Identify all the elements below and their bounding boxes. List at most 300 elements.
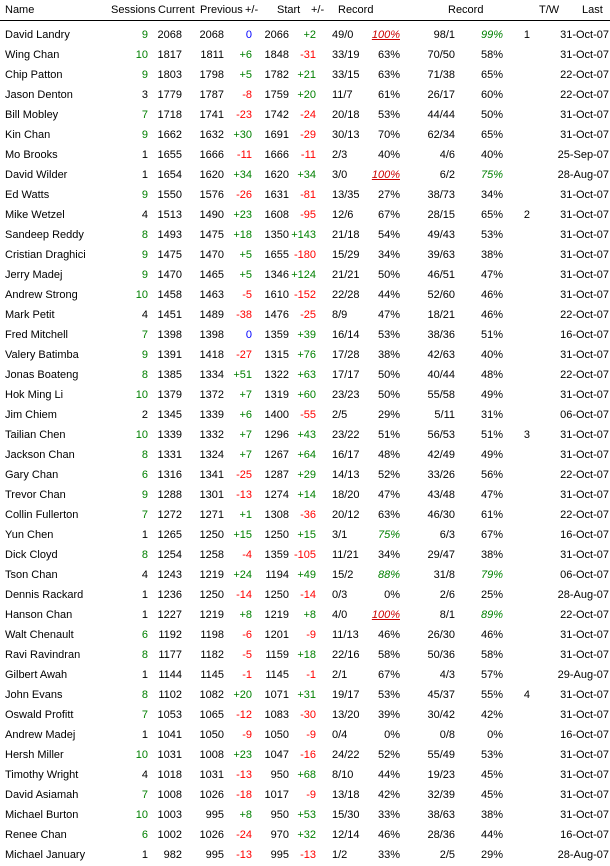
cell-start: 1071 — [264, 689, 289, 701]
cell-record-total-pct: 40% — [480, 149, 503, 161]
cell-record-pct: 29% — [377, 409, 400, 421]
cell-record-total: 6/3 — [439, 529, 455, 541]
cell-change-prev: -5 — [242, 289, 252, 301]
cell-previous: 1182 — [200, 649, 224, 661]
cell-record-pct: 54% — [377, 229, 400, 241]
cell-start: 1350 — [264, 229, 289, 241]
header-record: Record — [338, 4, 374, 16]
cell-record-pct: 50% — [377, 389, 400, 401]
cell-last: 31-Oct-07 — [560, 649, 609, 661]
cell-last: 31-Oct-07 — [560, 269, 609, 281]
table-row — [0, 325, 610, 345]
cell-previous: 1418 — [199, 349, 224, 361]
cell-previous: 1219 — [199, 609, 224, 621]
cell-change-start: +20 — [297, 89, 316, 101]
table-row — [0, 805, 610, 825]
cell-record-pct: 88% — [377, 569, 400, 581]
cell-sessions: 2 — [141, 409, 148, 421]
cell-change-start: +39 — [297, 329, 316, 341]
cell-record-total: 4/3 — [439, 669, 455, 681]
cell-previous: 1372 — [199, 389, 224, 401]
cell-start: 1666 — [264, 149, 289, 161]
cell-previous: 1811 — [200, 49, 224, 61]
table-row — [0, 225, 610, 245]
table-row — [0, 685, 610, 705]
cell-name: Hok Ming Li — [5, 389, 64, 401]
cell-start: 1315 — [264, 349, 289, 361]
cell-name: Renee Chan — [5, 829, 67, 841]
cell-last: 31-Oct-07 — [560, 189, 609, 201]
header-start: Start — [277, 4, 301, 16]
cell-record-total: 42/49 — [427, 449, 455, 461]
cell-record: 21/21 — [332, 269, 360, 281]
cell-sessions: 9 — [141, 349, 148, 361]
table-row — [0, 65, 610, 85]
header-current: Current — [158, 4, 195, 16]
cell-change-prev: -27 — [236, 349, 252, 361]
cell-record-pct: 48% — [377, 449, 400, 461]
cell-sessions: 10 — [135, 289, 148, 301]
cell-record: 18/20 — [332, 489, 360, 501]
cell-record-total-pct: 51% — [480, 329, 503, 341]
cell-sessions: 6 — [141, 469, 148, 481]
cell-sessions: 7 — [141, 329, 148, 341]
cell-change-prev: +6 — [239, 49, 252, 61]
cell-record: 20/12 — [332, 509, 360, 521]
cell-record: 8/9 — [332, 309, 348, 321]
cell-last: 31-Oct-07 — [560, 349, 609, 361]
cell-change-start: +143 — [291, 229, 316, 241]
cell-start: 1159 — [265, 649, 289, 661]
cell-name: Tson Chan — [5, 569, 58, 581]
cell-change-prev: 0 — [245, 329, 252, 341]
cell-name: Fred Mitchell — [5, 329, 68, 341]
cell-record-total-pct: 58% — [480, 649, 503, 661]
cell-record: 2/3 — [332, 149, 348, 161]
cell-name: Ravi Ravindran — [5, 649, 81, 661]
cell-record-total: 50/36 — [427, 649, 455, 661]
cell-start: 1359 — [264, 329, 289, 341]
cell-record-total: 32/39 — [427, 789, 455, 801]
cell-last: 28-Aug-07 — [557, 589, 609, 601]
cell-previous: 995 — [205, 809, 224, 821]
cell-record-total: 18/21 — [427, 309, 455, 321]
cell-current: 1779 — [157, 89, 182, 101]
table-row — [0, 425, 610, 445]
cell-record: 21/18 — [332, 229, 360, 241]
cell-change-prev: -5 — [242, 649, 252, 661]
cell-change-start: -9 — [306, 629, 316, 641]
cell-record-total-pct: 46% — [480, 309, 503, 321]
cell-record-total: 40/44 — [427, 369, 455, 381]
cell-change-prev: -4 — [242, 549, 252, 561]
cell-record-pct: 100% — [371, 609, 400, 621]
cell-change-prev: +20 — [233, 689, 252, 701]
cell-name: Tailian Chen — [5, 429, 66, 441]
cell-record: 13/18 — [332, 789, 360, 801]
cell-record-pct: 33% — [377, 809, 400, 821]
header-change-start: +/- — [311, 4, 325, 16]
cell-record: 13/20 — [332, 709, 360, 721]
cell-record: 17/17 — [332, 369, 360, 381]
cell-last: 31-Oct-07 — [560, 49, 609, 61]
cell-last: 31-Oct-07 — [560, 129, 609, 141]
cell-change-start: -36 — [300, 509, 316, 521]
cell-record-pct: 100% — [371, 29, 400, 41]
cell-record-total-pct: 25% — [480, 589, 503, 601]
cell-change-start: -13 — [300, 849, 316, 861]
cell-start: 1145 — [265, 669, 289, 681]
cell-record-total: 19/23 — [427, 769, 455, 781]
cell-record-total: 71/38 — [427, 69, 455, 81]
cell-current: 1316 — [157, 469, 182, 481]
cell-sessions: 7 — [141, 109, 148, 121]
cell-record-total: 38/63 — [427, 809, 455, 821]
cell-last: 31-Oct-07 — [560, 249, 609, 261]
cell-record-pct: 34% — [377, 249, 400, 261]
cell-change-prev: -14 — [236, 589, 252, 601]
cell-name: Bill Mobley — [5, 109, 59, 121]
header-sessions: Sessions — [111, 4, 156, 16]
cell-current: 1803 — [157, 69, 182, 81]
cell-name: Mark Petit — [5, 309, 55, 321]
cell-change-start: +64 — [297, 449, 316, 461]
cell-change-start: +14 — [297, 489, 316, 501]
cell-last: 31-Oct-07 — [560, 429, 609, 441]
cell-name: David Asiamah — [5, 789, 79, 801]
cell-current: 1550 — [157, 189, 182, 201]
cell-record-total: 38/36 — [427, 329, 455, 341]
cell-record: 11/21 — [332, 549, 359, 561]
cell-previous: 1198 — [200, 629, 224, 641]
cell-current: 1662 — [157, 129, 182, 141]
cell-last: 22-Oct-07 — [560, 509, 609, 521]
cell-change-prev: +18 — [233, 229, 252, 241]
cell-name: Cristian Draghici — [5, 249, 86, 261]
cell-record-total: 31/8 — [433, 569, 455, 581]
cell-record: 20/18 — [332, 109, 360, 121]
cell-record-total-pct: 34% — [480, 189, 503, 201]
cell-change-prev: -1 — [242, 669, 252, 681]
cell-name: Collin Fullerton — [5, 509, 79, 521]
cell-last: 31-Oct-07 — [560, 689, 609, 701]
cell-change-prev: -24 — [236, 829, 252, 841]
cell-last: 31-Oct-07 — [560, 109, 609, 121]
cell-current: 1018 — [157, 769, 182, 781]
cell-previous: 1576 — [199, 189, 224, 201]
cell-name: John Evans — [5, 689, 63, 701]
cell-record-pct: 40% — [377, 149, 400, 161]
cell-record-total-pct: 38% — [480, 249, 503, 261]
cell-name: Andrew Strong — [5, 289, 78, 301]
cell-start: 1047 — [264, 749, 289, 761]
cell-sessions: 9 — [141, 189, 148, 201]
cell-start: 1620 — [264, 169, 289, 181]
cell-record: 15/29 — [332, 249, 360, 261]
cell-name: Michael January — [5, 849, 86, 861]
cell-start: 1274 — [264, 489, 289, 501]
cell-record-total: 2/5 — [439, 849, 455, 861]
cell-record-total-pct: 58% — [480, 49, 503, 61]
cell-previous: 1082 — [199, 689, 224, 701]
cell-start: 1308 — [264, 509, 289, 521]
cell-current: 1331 — [157, 449, 182, 461]
cell-previous: 1463 — [199, 289, 224, 301]
cell-record-pct: 52% — [377, 749, 400, 761]
cell-record: 23/23 — [332, 389, 360, 401]
cell-last: 06-Oct-07 — [560, 569, 609, 581]
table-body — [0, 25, 610, 865]
cell-current: 1227 — [157, 609, 182, 621]
cell-current: 1475 — [157, 249, 182, 261]
cell-sessions: 9 — [141, 29, 148, 41]
cell-change-prev: -25 — [236, 469, 252, 481]
cell-record-total: 26/17 — [427, 89, 455, 101]
cell-previous: 1258 — [199, 549, 224, 561]
cell-record-total: 33/26 — [427, 469, 455, 481]
cell-record-total: 2/6 — [439, 589, 455, 601]
cell-current: 1385 — [157, 369, 182, 381]
table-row — [0, 785, 610, 805]
cell-current: 1265 — [157, 529, 182, 541]
cell-change-start: +68 — [297, 769, 316, 781]
cell-record-total-pct: 31% — [480, 409, 503, 421]
cell-start: 1083 — [264, 709, 289, 721]
cell-previous: 1341 — [199, 469, 224, 481]
cell-change-prev: +51 — [233, 369, 252, 381]
header-record-total: Record — [448, 4, 484, 16]
cell-record: 33/15 — [332, 69, 360, 81]
cell-tw: 4 — [523, 689, 530, 701]
cell-current: 1003 — [157, 809, 182, 821]
cell-record-pct: 33% — [377, 849, 400, 861]
cell-start: 1848 — [264, 49, 289, 61]
cell-last: 25-Sep-07 — [557, 149, 609, 161]
table-row — [0, 185, 610, 205]
cell-change-prev: +7 — [239, 449, 252, 461]
cell-current: 1031 — [157, 749, 182, 761]
table-row — [0, 605, 610, 625]
table-row — [0, 625, 610, 645]
table-row — [0, 825, 610, 845]
cell-record-total-pct: 65% — [480, 129, 503, 141]
cell-sessions: 6 — [141, 829, 148, 841]
cell-current: 1243 — [157, 569, 182, 581]
cell-change-start: +31 — [297, 689, 316, 701]
cell-sessions: 6 — [141, 629, 148, 641]
cell-last: 31-Oct-07 — [560, 289, 609, 301]
cell-record: 19/17 — [332, 689, 360, 701]
cell-current: 1451 — [157, 309, 182, 321]
cell-current: 1041 — [157, 729, 182, 741]
cell-record: 16/17 — [332, 449, 360, 461]
cell-start: 1050 — [264, 729, 289, 741]
cell-sessions: 7 — [141, 709, 148, 721]
cell-last: 31-Oct-07 — [560, 769, 609, 781]
cell-start: 950 — [270, 809, 289, 821]
cell-change-start: +124 — [291, 269, 316, 281]
cell-change-start: -55 — [300, 409, 316, 421]
cell-record-total: 56/53 — [427, 429, 455, 441]
cell-record-total-pct: 40% — [480, 349, 503, 361]
table-row — [0, 305, 610, 325]
cell-current: 1177 — [158, 649, 182, 661]
cell-name: Oswald Profitt — [5, 709, 74, 721]
cell-record: 3/0 — [332, 169, 348, 181]
cell-change-prev: +7 — [239, 429, 252, 441]
cell-record: 8/10 — [332, 769, 354, 781]
header-last: Last — [582, 4, 603, 16]
cell-record-pct: 63% — [377, 509, 400, 521]
cell-change-prev: 0 — [245, 29, 252, 41]
cell-previous: 1145 — [200, 669, 224, 681]
cell-name: Valery Batimba — [5, 349, 79, 361]
cell-change-start: -29 — [300, 129, 316, 141]
cell-record-pct: 46% — [377, 629, 400, 641]
cell-name: Mo Brooks — [5, 149, 58, 161]
cell-last: 22-Oct-07 — [560, 69, 609, 81]
cell-record-total-pct: 75% — [480, 169, 503, 181]
cell-record-pct: 53% — [377, 329, 400, 341]
cell-previous: 1026 — [199, 789, 224, 801]
cell-last: 31-Oct-07 — [560, 489, 609, 501]
cell-record-total-pct: 89% — [480, 609, 503, 621]
cell-start: 1631 — [264, 189, 289, 201]
cell-change-start: -152 — [293, 289, 316, 301]
cell-record-total-pct: 51% — [480, 429, 503, 441]
cell-change-start: +63 — [297, 369, 316, 381]
cell-change-prev: +30 — [233, 129, 252, 141]
cell-change-start: +2 — [303, 29, 316, 41]
cell-record-total-pct: 67% — [480, 529, 503, 541]
cell-sessions: 7 — [141, 789, 148, 801]
table-row — [0, 845, 610, 865]
cell-change-prev: +8 — [239, 809, 252, 821]
cell-record: 14/13 — [332, 469, 360, 481]
cell-previous: 1324 — [199, 449, 224, 461]
cell-name: Timothy Wright — [5, 769, 79, 781]
cell-start: 1219 — [264, 609, 289, 621]
cell-current: 1470 — [157, 269, 182, 281]
table-row — [0, 205, 610, 225]
cell-record-pct: 63% — [377, 49, 400, 61]
cell-current: 1192 — [158, 629, 182, 641]
cell-sessions: 8 — [141, 549, 148, 561]
cell-last: 22-Oct-07 — [560, 609, 609, 621]
cell-name: Yun Chen — [5, 529, 54, 541]
cell-current: 1254 — [157, 549, 182, 561]
cell-previous: 1620 — [199, 169, 224, 181]
cell-record-total: 26/30 — [427, 629, 455, 641]
cell-change-start: +34 — [297, 169, 316, 181]
cell-current: 1654 — [157, 169, 182, 181]
cell-last: 31-Oct-07 — [560, 629, 609, 641]
cell-current: 1493 — [157, 229, 182, 241]
cell-sessions: 10 — [135, 389, 148, 401]
cell-last: 28-Aug-07 — [557, 169, 609, 181]
table-row — [0, 585, 610, 605]
cell-record-total-pct: 53% — [480, 749, 503, 761]
cell-previous: 1741 — [199, 109, 224, 121]
cell-sessions: 1 — [141, 849, 148, 861]
cell-record-total-pct: 46% — [480, 289, 503, 301]
cell-name: Michael Burton — [5, 809, 79, 821]
cell-name: Hanson Chan — [5, 609, 73, 621]
cell-record-total: 28/15 — [427, 209, 455, 221]
cell-sessions: 1 — [141, 149, 148, 161]
cell-change-prev: -12 — [236, 709, 252, 721]
cell-tw: 3 — [523, 429, 530, 441]
cell-current: 1236 — [157, 589, 182, 601]
cell-change-prev: -11 — [236, 149, 252, 161]
cell-change-start: +43 — [297, 429, 316, 441]
cell-change-prev: -18 — [236, 789, 252, 801]
cell-previous: 1301 — [199, 489, 224, 501]
cell-record-total: 45/37 — [427, 689, 455, 701]
cell-current: 1718 — [157, 109, 182, 121]
cell-change-start: -9 — [306, 729, 316, 741]
cell-current: 1513 — [157, 209, 182, 221]
cell-last: 31-Oct-07 — [560, 549, 609, 561]
cell-start: 1742 — [264, 109, 289, 121]
cell-change-prev: -6 — [242, 629, 252, 641]
cell-change-start: -180 — [293, 249, 316, 261]
cell-record-total-pct: 0% — [487, 729, 503, 741]
table-row — [0, 85, 610, 105]
cell-record-total: 8/1 — [439, 609, 455, 621]
table-row — [0, 145, 610, 165]
cell-previous: 1250 — [199, 589, 224, 601]
cell-current: 1398 — [157, 329, 182, 341]
cell-last: 22-Oct-07 — [560, 89, 609, 101]
table-row — [0, 125, 610, 145]
cell-last: 22-Oct-07 — [560, 309, 609, 321]
header-change-prev: +/- — [245, 4, 259, 16]
cell-tw: 2 — [523, 209, 530, 221]
cell-previous: 1332 — [199, 429, 224, 441]
cell-start: 1608 — [264, 209, 289, 221]
cell-name: Hersh Miller — [5, 749, 64, 761]
cell-previous: 1475 — [199, 229, 224, 241]
cell-current: 1144 — [158, 669, 182, 681]
cell-start: 1691 — [264, 129, 289, 141]
cell-record-total-pct: 99% — [480, 29, 503, 41]
cell-record-pct: 61% — [377, 89, 400, 101]
cell-sessions: 9 — [141, 129, 148, 141]
cell-record-total: 46/51 — [427, 269, 455, 281]
cell-name: Gary Chan — [5, 469, 59, 481]
cell-last: 22-Oct-07 — [560, 369, 609, 381]
cell-previous: 1008 — [199, 749, 224, 761]
cell-record-total-pct: 42% — [480, 709, 503, 721]
cell-last: 16-Oct-07 — [560, 529, 609, 541]
cell-previous: 1031 — [199, 769, 224, 781]
cell-previous: 1334 — [199, 369, 224, 381]
cell-record-total-pct: 49% — [480, 389, 503, 401]
cell-record: 22/16 — [332, 649, 360, 661]
cell-record-pct: 44% — [377, 289, 400, 301]
cell-start: 1400 — [264, 409, 289, 421]
cell-sessions: 1 — [141, 729, 148, 741]
cell-start: 2066 — [264, 29, 289, 41]
cell-record-total-pct: 57% — [480, 669, 503, 681]
cell-change-start: -95 — [300, 209, 316, 221]
cell-change-prev: +5 — [239, 249, 252, 261]
cell-name: Jason Denton — [5, 89, 73, 101]
table-row — [0, 365, 610, 385]
table-row — [0, 265, 610, 285]
cell-record-pct: 75% — [377, 529, 400, 541]
